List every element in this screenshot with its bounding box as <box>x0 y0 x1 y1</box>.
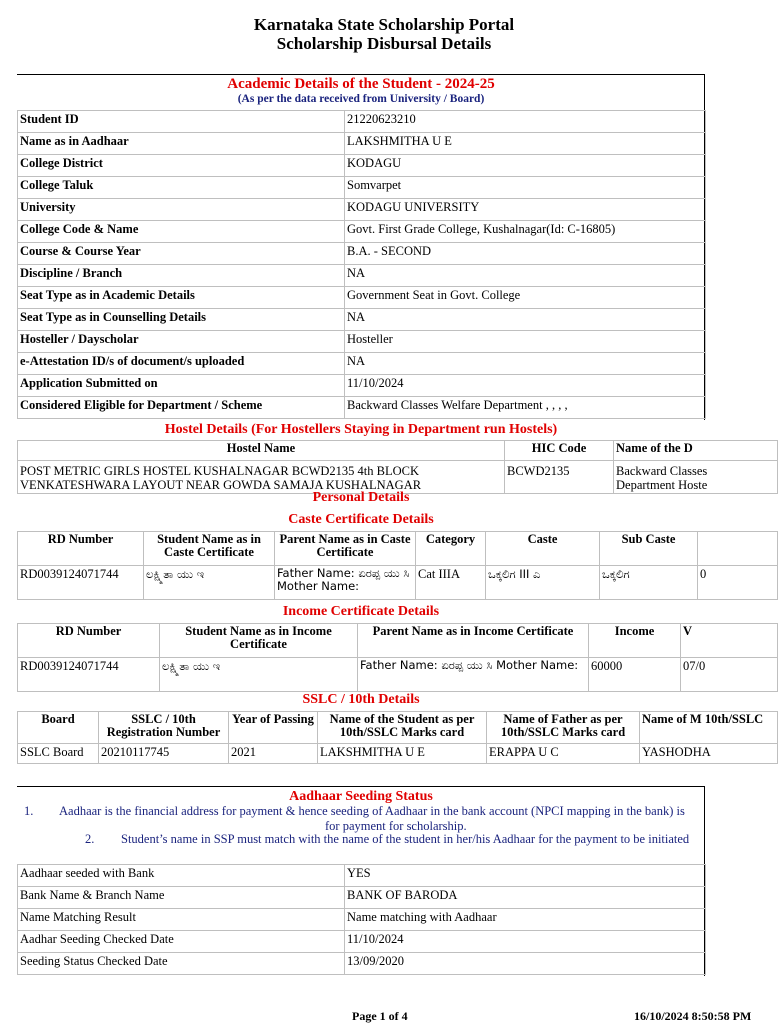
table-row <box>18 353 706 375</box>
column-header: V <box>681 624 778 658</box>
table-row <box>18 865 706 887</box>
field-value: Govt. First Grade College, Kushalnagar(Id: C-16805) <box>345 221 706 243</box>
column-header: Name of the D <box>614 441 778 461</box>
field-label: Name as in Aadhaar <box>18 133 345 155</box>
table-row <box>18 909 706 931</box>
field-value: Name matching with Aadhaar <box>345 909 706 931</box>
aadhaar-notes <box>17 804 705 850</box>
field-label: Application Submitted on <box>18 375 345 397</box>
field-label: Name Matching Result <box>18 909 345 931</box>
table-row <box>18 331 706 353</box>
page-number: Page 1 of 4 <box>352 1009 408 1023</box>
table-row <box>18 221 706 243</box>
personal-section <box>17 487 764 771</box>
aadhaar-note-1-cont: for payment for scholarship. <box>325 819 467 833</box>
note-number: 1. <box>24 804 34 818</box>
hostel-table <box>17 440 778 494</box>
field-label: Bank Name & Branch Name <box>18 887 345 909</box>
sslc-heading: SSLC / 10th Details <box>302 692 420 707</box>
income-table <box>17 623 778 692</box>
field-value: NA <box>345 309 706 331</box>
academic-subheading: (As per the data received from University / Board) <box>237 93 485 105</box>
column-header: Income <box>589 624 681 658</box>
page-subtitle: Scholarship Disbursal Details <box>276 34 492 53</box>
column-header: Sub Caste <box>600 532 698 566</box>
hostel-heading: Hostel Details (For Hostellers Staying in Department run Hostels) <box>164 422 558 437</box>
table-row <box>18 243 706 265</box>
sub-caste: ಒಕ್ಕಲಿಗ <box>600 566 698 600</box>
table-row <box>18 931 706 953</box>
field-label: Seeding Status Checked Date <box>18 953 345 975</box>
table-row <box>18 111 706 133</box>
column-header: Name of the Student as per 10th/SSLC Marks card <box>318 712 487 744</box>
parent-name: Father Name: ಏರಪ್ಪ ಯು ಸಿ Mother Name: <box>358 658 589 692</box>
field-value: Hosteller <box>345 331 706 353</box>
field-value: NA <box>345 265 706 287</box>
student-name: LAKSHMITHA U E <box>318 744 487 764</box>
field-label: College Taluk <box>18 177 345 199</box>
aadhaar-note-1: Aadhaar is the financial address for payment & hence seeding of Aadhaar in the bank account (NPCI mapping in the bank) is <box>59 804 685 818</box>
field-value: 21220623210 <box>345 111 706 133</box>
field-value: 13/09/2020 <box>345 953 706 975</box>
table-row <box>18 155 706 177</box>
hic-code: BCWD2135 <box>505 461 614 494</box>
aadhaar-heading: Aadhaar Seeding Status <box>289 789 433 804</box>
field-value: YES <box>345 865 706 887</box>
column-header: Parent Name as in Caste Certificate <box>275 532 416 566</box>
divider <box>17 786 705 787</box>
aadhaar-note-2: Student’s name in SSP must match with the name of the student in her/his Aadhaar for the payment to be initiated <box>121 832 690 846</box>
table-row <box>18 177 706 199</box>
print-timestamp: 16/10/2024 8:50:58 PM <box>634 1009 752 1023</box>
column-header: Board <box>18 712 99 744</box>
column-header: Name of M 10th/SSLC <box>640 712 778 744</box>
column-header: Student Name as in Income Certificate <box>160 624 358 658</box>
table-row <box>18 309 706 331</box>
field-value: B.A. - SECOND <box>345 243 706 265</box>
hostel-address: VENKATESHWARA LAYOUT NEAR GOWDA SAMAJA KUSHALNAGAR <box>20 478 422 492</box>
year-of-passing: 2021 <box>229 744 318 764</box>
hostel-department: Backward Classes <box>616 464 708 478</box>
hostel-name: POST METRIC GIRLS HOSTEL KUSHALNAGAR BCWD2135 4th BLOCK <box>20 464 419 478</box>
field-label: Discipline / Branch <box>18 265 345 287</box>
field-label: Student ID <box>18 111 345 133</box>
column-header: Parent Name as in Income Certificate <box>358 624 589 658</box>
rd-number: RD0039124071744 <box>18 566 144 600</box>
category: Cat IIIA <box>416 566 486 600</box>
column-header <box>698 532 778 566</box>
student-name: ಲಕ್ಷ್ಮಿತಾ ಯು ಇ <box>160 658 358 692</box>
field-value: KODAGU <box>345 155 706 177</box>
table-row <box>18 397 706 419</box>
field-value: LAKSHMITHA U E <box>345 133 706 155</box>
table-row <box>18 199 706 221</box>
father-name: ERAPPA U C <box>487 744 640 764</box>
field-value: Somvarpet <box>345 177 706 199</box>
column-header: Caste <box>486 532 600 566</box>
field-label: College Code & Name <box>18 221 345 243</box>
note-number: 2. <box>85 832 95 846</box>
field-label: Course & Course Year <box>18 243 345 265</box>
field-value: 11/10/2024 <box>345 375 706 397</box>
column-header: RD Number <box>18 624 160 658</box>
field-label: Seat Type as in Academic Details <box>18 287 345 309</box>
academic-heading: Academic Details of the Student - 2024-25 <box>227 76 495 92</box>
table-row <box>18 133 706 155</box>
hostel-section <box>17 420 708 492</box>
divider <box>17 74 705 75</box>
hostel-department-2: Department Hoste <box>616 478 708 492</box>
sslc-table <box>17 711 778 764</box>
field-label: College District <box>18 155 345 177</box>
caste: ಒಕ್ಕಲಿಗ III ಎ <box>486 566 600 600</box>
board: SSLC Board <box>18 744 99 764</box>
field-label: Aadhar Seeding Checked Date <box>18 931 345 953</box>
field-label: University <box>18 199 345 221</box>
personal-heading: Personal Details <box>312 490 410 505</box>
field-label: Seat Type as in Counselling Details <box>18 309 345 331</box>
column-header: Student Name as in Caste Certificate <box>144 532 275 566</box>
column-header: Category <box>416 532 486 566</box>
field-label: Aadhaar seeded with Bank <box>18 865 345 887</box>
table-row <box>18 287 706 309</box>
table-row <box>18 265 706 287</box>
field-label: Hosteller / Dayscholar <box>18 331 345 353</box>
academic-table <box>17 110 706 419</box>
income: 60000 <box>589 658 681 692</box>
column-header: Hostel Name <box>18 441 505 461</box>
mother-name: YASHODHA <box>640 744 778 764</box>
field-value: KODAGU UNIVERSITY <box>345 199 706 221</box>
rd-number: RD0039124071744 <box>18 658 160 692</box>
caste-extra: 0 <box>698 566 778 600</box>
field-label: Considered Eligible for Department / Scheme <box>18 397 345 419</box>
column-header: Year of Passing <box>229 712 318 744</box>
field-value: 11/10/2024 <box>345 931 706 953</box>
field-label: e-Attestation ID/s of document/s uploaded <box>18 353 345 375</box>
parent-name: Father Name: ಏರಪ್ಪ ಯು ಸಿ Mother Name: <box>275 566 416 600</box>
caste-heading: Caste Certificate Details <box>288 512 434 527</box>
field-value: BANK OF BARODA <box>345 887 706 909</box>
table-row <box>18 887 706 909</box>
field-value: Government Seat in Govt. College <box>345 287 706 309</box>
field-value: NA <box>345 353 706 375</box>
student-name: ಲಕ್ಷ್ಮಿತಾ ಯು ಇ <box>144 566 275 600</box>
income-heading: Income Certificate Details <box>282 604 440 619</box>
portal-title: Karnataka State Scholarship Portal <box>253 15 515 34</box>
validity: 07/0 <box>681 658 778 692</box>
caste-table <box>17 531 778 600</box>
registration-number: 20210117745 <box>99 744 229 764</box>
column-header: HIC Code <box>505 441 614 461</box>
aadhaar-table <box>17 864 706 975</box>
table-row <box>18 953 706 975</box>
column-header: RD Number <box>18 532 144 566</box>
column-header: Name of Father as per 10th/SSLC Marks card <box>487 712 640 744</box>
table-row <box>18 375 706 397</box>
field-value: Backward Classes Welfare Department , , , , <box>345 397 706 419</box>
column-header: SSLC / 10th Registration Number <box>99 712 229 744</box>
